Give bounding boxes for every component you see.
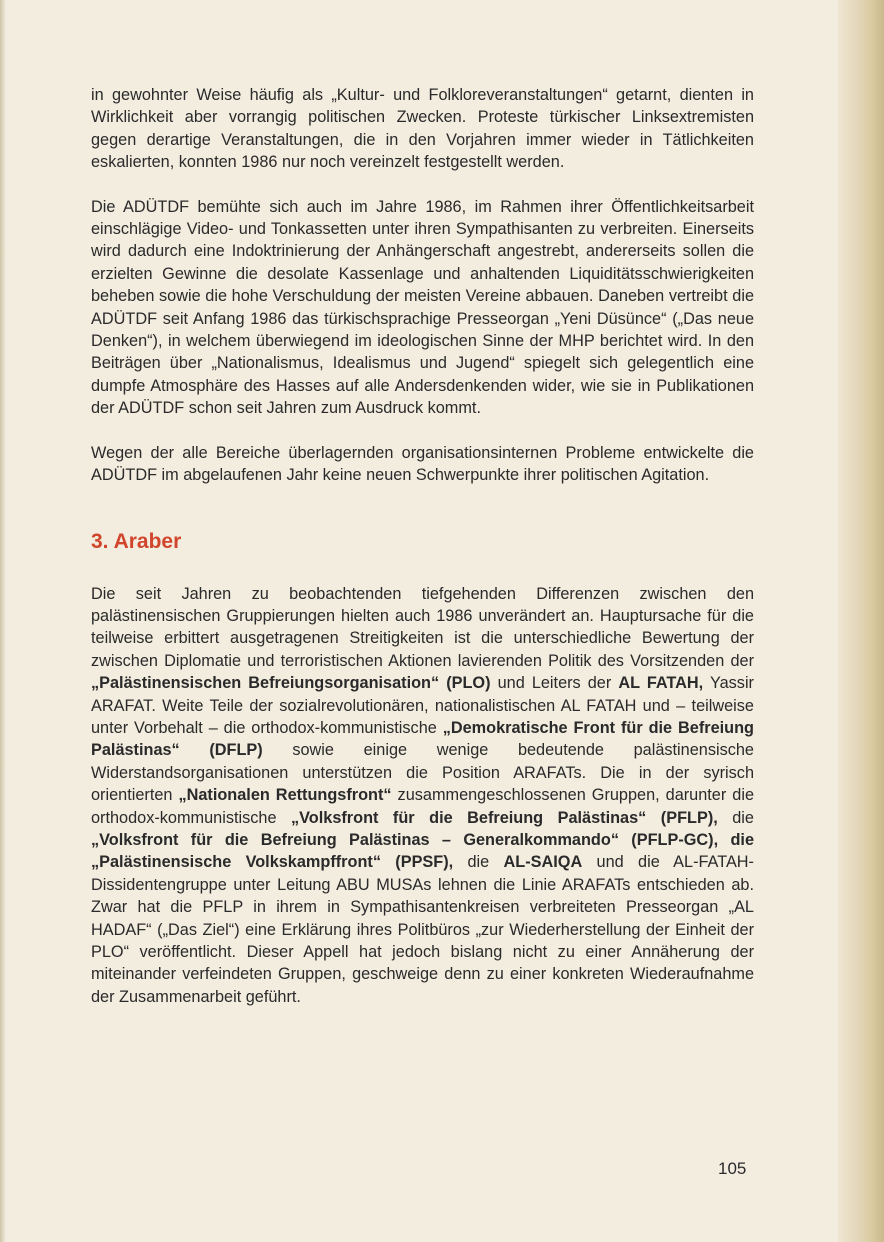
text-run: Die seit Jahren zu beobachtenden tiefgehenden Differenzen zwischen den palästinensischen Gruppierungen hielten auch 1986 unverändert an. Hauptursache für die teilweise erbittert ausgetragenen Streitigkeiten ist die unterschiedliche Bewertung der zwischen Diplomatie und terroristischen Aktionen lavierenden Politik des Vorsitzenden der [91,584,754,670]
bold-term: AL-SAIQA [503,853,583,872]
page-edge-shadow [838,0,884,1242]
bold-term: „Volksfront für die Befreiung Palästinas“ (PFLP), [291,808,718,827]
bold-term: „Palästinensischen Befreiungsorganisation“ (PLO) [91,674,491,693]
section-paragraphs [91,583,754,1009]
bold-term: „Volksfront für die Befreiung Palästinas – Generalkommando“ (PFLP-GC), die „Palästinensische Volkskampffront“ (PPSF), [91,830,754,872]
page-number: 105 [718,1159,747,1178]
intro-paragraphs [91,84,754,487]
page-binding-edge [0,0,6,1242]
text-run: Yassir ARAFAT. Weite Teile der sozialrevolutionären, nationalistischen AL FATAH und – teilweise unter Vorbehalt – die orthodox-kommunistische [91,674,754,737]
text-run: sowie einige wenige bedeutende palästinensische Widerstandsorganisationen unterstützen die Position ARAFATs. Die in der syrisch orientierten [91,741,754,805]
page-content [91,84,754,1030]
text-run: zusammengeschlossenen Gruppen, darunter die orthodox-kommunistische [91,786,754,827]
text-run: die [717,808,754,827]
text-run: in gewohnter Weise häufig als „Kultur- und Folkloreveranstaltungen“ getarnt, dienten in Wirklichkeit aber vorrangig politischen Zwecken. Proteste türkischer Linksextremisten gegen derartige Veranstaltungen, die in den Vorjahren immer wieder in Tätlichkeiten eskalierten, konnten 1986 nur noch vereinzelt festgestellt werden. [91,86,754,172]
paragraph [91,196,754,420]
text-run: und die AL-FATAH-Dissidentengruppe unter Leitung ABU MUSAs lehnen die Linie ARAFATs entschieden ab. Zwar hat die PFLP in ihrem in Sympathisantenkreisen verbreiteten Presseorgan „AL HADAF“ („Das Ziel“) eine Erklärung ihres Politbüros „zur Wiederherstellung der Einheit der PLO“ veröffentlicht. Dieser Appell hat jedoch bislang nicht zu einer Annäherung der miteinander verfeindeten Gruppen, geschweige denn zu einer konkreten Wiederaufnahme der Zusammenarbeit geführt. [91,853,754,1006]
bold-term: „Demokratische Front für die Befreiung Palästinas“ (DFLP) [91,718,754,760]
text-run: und Leiters der [490,674,619,693]
section-heading: 3. Araber [91,529,182,553]
text-run: die [453,853,504,872]
paragraph [91,442,754,487]
text-run: Wegen der alle Bereiche überlagernden organisationsinternen Probleme entwickelte die ADÜTDF im abgelaufenen Jahr keine neuen Schwerpunkte ihrer politischen Agitation. [91,443,754,485]
bold-term: „Nationalen Rettungsfront“ [178,786,392,805]
paragraph [91,583,754,1009]
paragraph [91,84,754,174]
text-run: Die ADÜTDF bemühte sich auch im Jahre 1986, im Rahmen ihrer Öffentlichkeitsarbeit einschlägige Video- und Tonkassetten unter ihren Sympathisanten zu verbreiten. Einerseits wird dadurch eine Indoktrinierung der Anhängerschaft angestrebt, andererseits sollen die erzielten Gewinne die desolate Kassenlage und anhaltenden Liquiditätsschwierigkeiten beheben sowie die hohe Verschuldung der meisten Vereine abbauen. Daneben vertreibt die ADÜTDF seit Anfang 1986 das türkischsprachige Presseorgan „Yeni Düsünce“ („Das neue Denken“), in welchem überwiegend im ideologischen Sinne der MHP berichtet wird. In den Beiträgen über „Nationalismus, Idealismus und Jugend“ spiegelt sich gelegentlich eine dumpfe Atmosphäre des Hasses auf alle Andersdenkenden wider, wie sie in Publikationen der ADÜTDF schon seit Jahren zum Ausdruck kommt. [91,197,754,418]
bold-term: AL FATAH, [618,674,704,693]
